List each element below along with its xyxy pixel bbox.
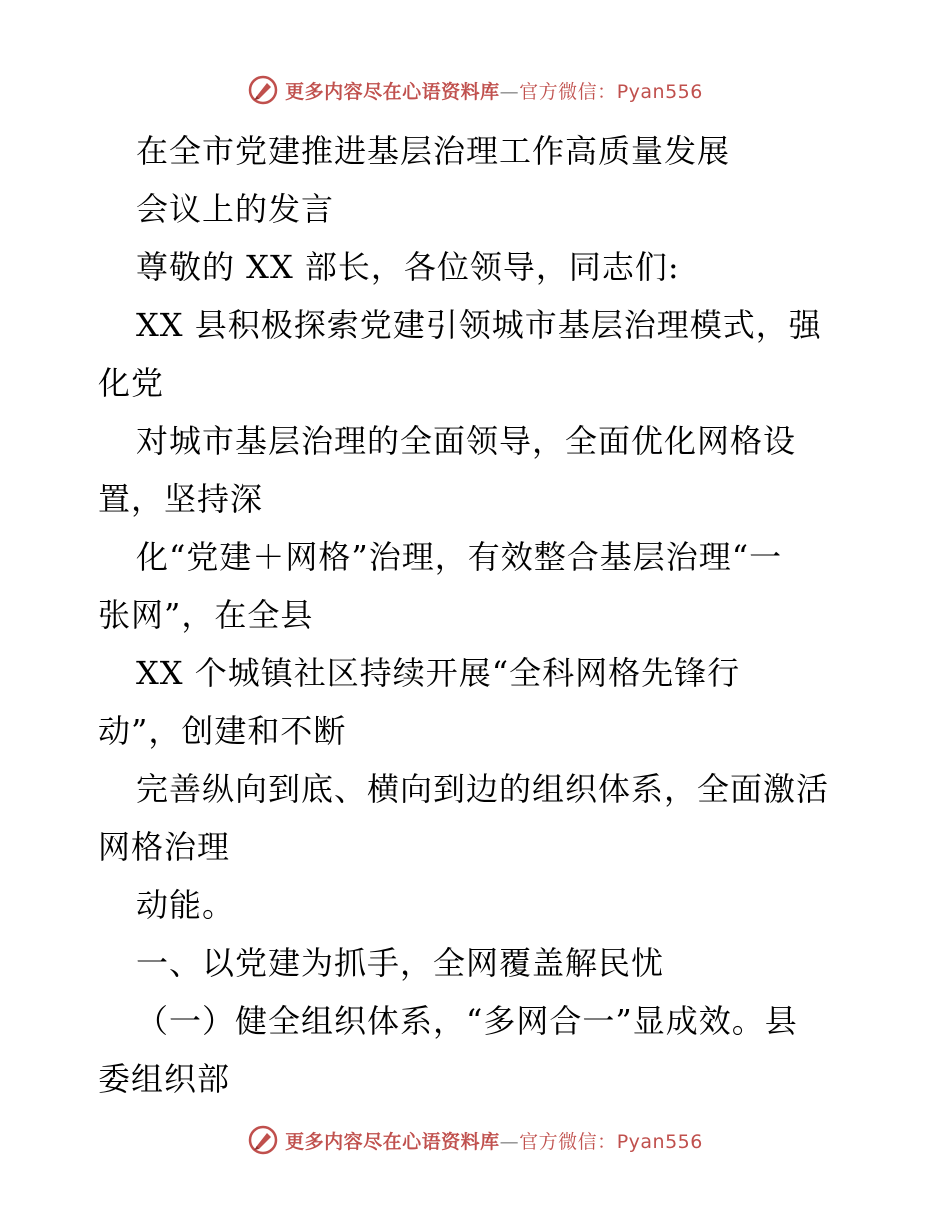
footer-watermark-banner [0,1120,950,1160]
document-text-line: 会议上的发言 [136,190,335,228]
document-text-line: 置，坚持深 [98,480,264,518]
document-text-line: 动”，创建和不断 [98,712,347,750]
banner-wechat-label: 官方微信： [519,80,617,103]
document-text-line: 尊敬的 XX 部长，各位领导，同志们: [136,248,680,286]
document-text-line: 动能。 [136,886,236,924]
document-text-line: 委组织部 [98,1060,231,1098]
banner-separator: — [499,80,520,103]
document-body [98,122,858,1108]
header-watermark-banner [0,70,950,110]
banner-separator: — [499,1130,520,1153]
banner-wechat-label: 官方微信： [519,1130,617,1153]
banner-main-text: 更多内容尽在心语资料库 [285,1130,500,1153]
document-text-line: 对城市基层治理的全面领导，全面优化网格设 [136,422,797,460]
document-text-line: 一、以党建为抓手，全网覆盖解民忧 [136,944,665,982]
pen-nib-logo-icon [247,74,279,106]
banner-wechat-id: Pyan556 [616,80,703,103]
document-text-line: XX 个城镇社区持续开展“全科网格先锋行 [136,654,741,692]
document-text-line: （一）健全组织体系，“多网合一”显成效。县 [136,1002,798,1040]
document-text-line: 化“党建＋网格”治理，有效整合基层治理“一 [136,538,783,576]
pen-nib-logo-icon [247,1124,279,1156]
document-text-line: XX 县积极探索党建引领城市基层治理模式，强 [136,306,822,344]
banner-main-text: 更多内容尽在心语资料库 [285,80,500,103]
document-text-line: 完善纵向到底、横向到边的组织体系，全面激活 [136,770,830,808]
document-text-line: 化党 [98,364,165,402]
document-text-line: 张网”，在全县 [98,596,314,634]
banner-wechat-id: Pyan556 [616,1130,703,1153]
document-text-line: 在全市党建推进基层治理工作高质量发展 [136,132,731,170]
document-text-line: 网格治理 [98,828,231,866]
